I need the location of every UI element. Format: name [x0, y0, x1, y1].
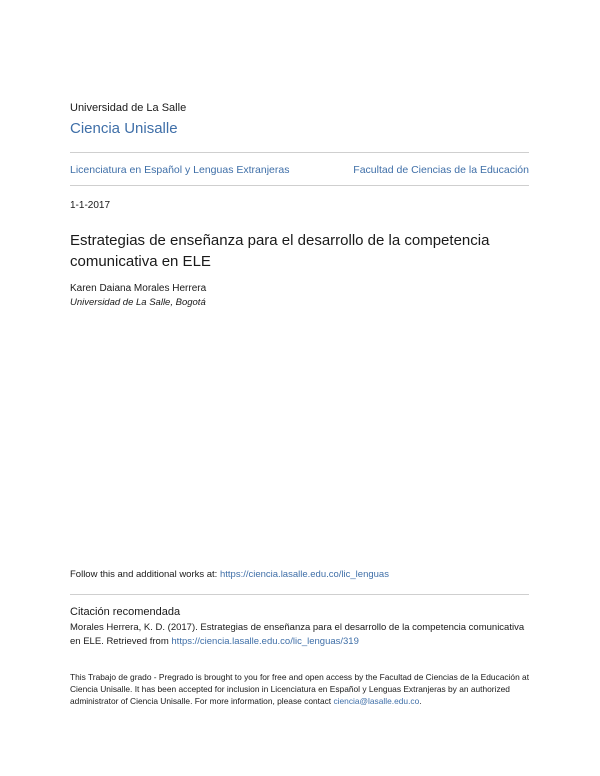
contact-email-link[interactable]: ciencia@lasalle.edu.co — [333, 696, 420, 706]
follow-line — [70, 569, 389, 580]
notice-text: This Trabajo de grado - Pregrado is brought to you for free and open access by the Facultad de Ciencias de la Educación at Ciencia Unisalle. It has been accepted for inclusion in Licenciatura en Español y Lenguas Extranjeras by an authorized administrator of Ciencia Unisalle. For more information, please contact — [70, 672, 530, 706]
publication-date: 1-1-2017 — [70, 200, 111, 211]
citation-link[interactable]: https://ciencia.lasalle.edu.co/lic_lenguas/319 — [171, 635, 359, 647]
follow-link[interactable]: https://ciencia.lasalle.edu.co/lic_lenguas — [219, 569, 389, 580]
author-affiliation: Universidad de La Salle, Bogotá — [70, 297, 206, 308]
notice-end: . — [419, 696, 422, 706]
access-notice — [70, 671, 532, 707]
repository-link[interactable]: Ciencia Unisalle — [70, 120, 178, 137]
collection-link-facultad[interactable]: Facultad de Ciencias de la Educación — [353, 164, 529, 176]
article-title: Estrategias de enseñanza para el desarrollo de la competencia comunicativa en ELE — [70, 232, 490, 270]
author-name: Karen Daiana Morales Herrera — [70, 283, 207, 294]
citation-text — [70, 621, 530, 648]
collection-link-lenguas[interactable]: Licenciatura en Español y Lenguas Extranjeras — [70, 164, 290, 176]
divider — [70, 185, 529, 186]
follow-text: Follow this and additional works at: — [70, 569, 220, 580]
divider — [70, 152, 529, 153]
citation-body: Morales Herrera, K. D. (2017). Estrategias de enseñanza para el desarrollo de la competencia comunicativa en ELE. Retrieved from — [70, 622, 525, 647]
citation-heading: Citación recomendada — [70, 606, 181, 618]
divider — [70, 594, 529, 595]
institution-name: Universidad de La Salle — [70, 102, 187, 114]
